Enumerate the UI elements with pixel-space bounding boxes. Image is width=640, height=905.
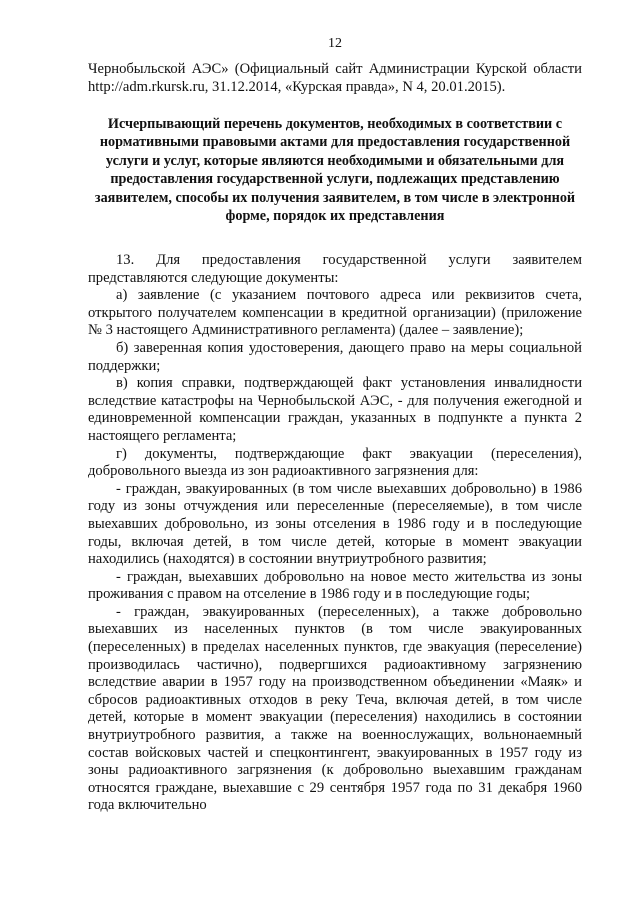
section-heading: Исчерпывающий перечень документов, необходимых в соответствии с нормативными правовыми актами для предоставления государственной услуги и услуг, которые являются необходимыми и обязательными для предоставления государственной услуги, подлежащих представлению заявителем, способы их получения заявителем, в том числе в электронной форме, порядок их представления [94, 116, 576, 225]
paragraph-item-g: г) документы, подтверждающие факт эвакуации (переселения), добровольного выезда из зон радиоактивного загрязнения для: [88, 445, 582, 480]
paragraph-bullet-3: - граждан, эвакуированных (переселенных), а также добровольно выехавших из населенных пунктов (в том числе эвакуированных (переселенных) в пределах населенных пунктов, где эвакуация (переселение) производилась частично), подвергшихся радиоактивному загрязнению вследствие аварии в 1957 году на производственном объединении «Маяк» и сбросов радиоактивных отходов в реку Теча, включая детей, в том числе детей, которые в момент эвакуации (переселения) находились в состоянии внутриутробного развития, а также на военнослужащих, вольнонаемный состав войсковых частей и спецконтингент, эвакуированных в 1957 году из зоны радиоактивного загрязнения (к добровольно выехавшим гражданам относятся граждане, выехавшие с 29 сентября 1957 года по 31 декабря 1960 года включительно [88, 603, 582, 814]
paragraph-item-a: а) заявление (с указанием почтового адреса или реквизитов счета, открытого получателем компенсации в кредитной организации) (приложение № 3 настоящего Административного регламента) (далее – заявление); [88, 287, 582, 339]
document-body [88, 252, 582, 815]
paragraph-item-v: в) копия справки, подтверждающей факт установления инвалидности вследствие катастрофы на Чернобыльской АЭС, - для получения ежегодной и единовременной компенсации граждан, указанных в подпункте а пункта 2 настоящего регламента; [88, 375, 582, 444]
paragraph-bullet-2: - граждан, выехавших добровольно на новое место жительства из зоны проживания с правом на отселение в 1986 году и в последующие годы; [88, 568, 582, 603]
continuation-text: Чернобыльской АЭС» (Официальный сайт Администрации Курской области http://adm.rkursk.ru, 31.12.2014, «Курская правда», N 4, 20.01.2015). [88, 61, 582, 95]
paragraph-item-b: б) заверенная копия удостоверения, дающего право на меры социальной поддержки; [88, 339, 582, 374]
page-number: 12 [328, 36, 342, 51]
paragraph-item-13: 13. Для предоставления государственной услуги заявителем представляются следующие документы: [88, 252, 582, 286]
paragraph-bullet-1: - граждан, эвакуированных (в том числе выехавших добровольно) в 1986 году из зоны отчуждения или переселенные (переселяемые), в том числе выехавших добровольно, из зоны отселения в 1986 году и в последующие годы, включая детей, в том числе детей, которые в момент эвакуации находились (находятся) в состоянии внутриутробного развития; [88, 480, 582, 568]
